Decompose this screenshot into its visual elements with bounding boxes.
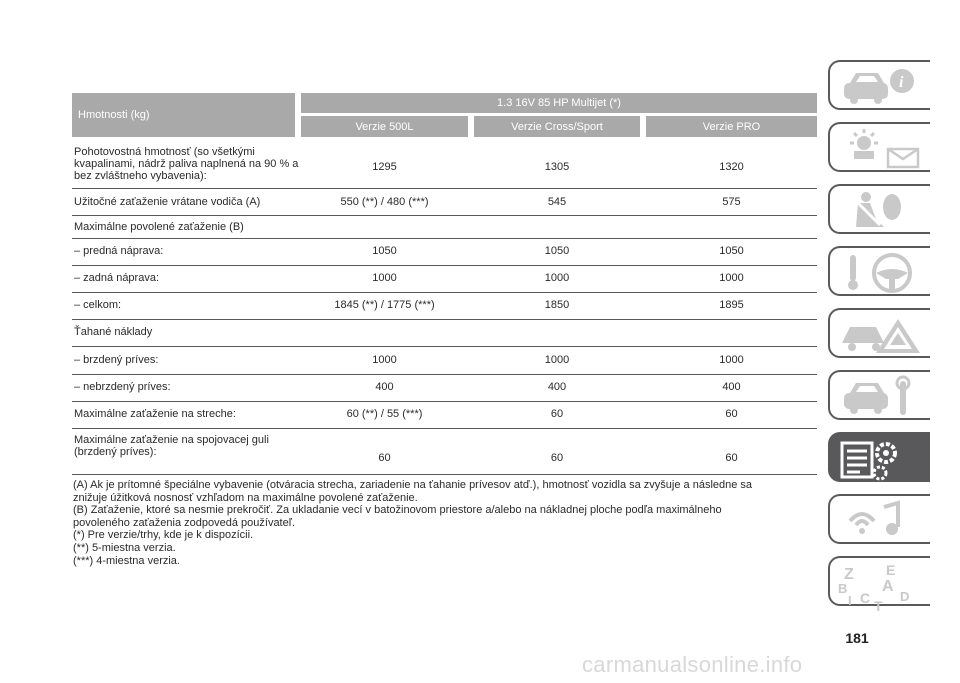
header-version-pro: Verzie PRO: [646, 116, 817, 137]
table-row: [72, 428, 817, 475]
warning-lights-icon: [836, 127, 928, 171]
watermark: carmanualsonline.info: [582, 652, 803, 677]
row-value: 550 (**) / 480 (***): [340, 196, 429, 208]
row-label: Pohotovostná hmotnosť (so všetkými kvapalinami, nádrž paliva naplnená na 90 % a bez zvláštneho vybavenia):: [74, 146, 299, 182]
chapter-tab-index[interactable]: [828, 556, 930, 613]
chapter-tab-maintenance[interactable]: [828, 370, 930, 420]
row-value: 1850: [544, 299, 570, 311]
chapter-tab-warning-lights[interactable]: [828, 122, 930, 172]
row-value: 1000: [372, 354, 397, 366]
table-row: [72, 374, 817, 402]
row-value: 60: [550, 408, 564, 420]
footnote-line: (*) Pre verzie/trhy, kde je k dispozícii.: [73, 529, 254, 542]
footnotes: [73, 479, 818, 567]
header-version-cross-sport: Verzie Cross/Sport: [474, 116, 640, 137]
row-label: Maximálne zaťaženie na streche:: [74, 408, 236, 420]
chapter-tab-car-info[interactable]: [828, 60, 930, 110]
table-row: [72, 292, 817, 320]
footnote-line: (B) Zaťaženie, ktoré sa nesmie prekročiť. Za ukladanie vecí v batožinovom priestore a/alebo na nákladnej ploche podľa maximálneho: [73, 504, 722, 517]
index-letter: B: [838, 581, 848, 596]
row-value: 1305: [544, 161, 570, 173]
index-letter: I: [848, 593, 852, 608]
car-maintenance-icon: [836, 375, 928, 419]
index-letter: C: [860, 590, 871, 606]
index-letter: E: [886, 562, 896, 578]
chapter-tab-airbag[interactable]: [828, 184, 930, 234]
row-value: 1050: [544, 245, 570, 257]
row-value: 400: [722, 381, 741, 393]
table-row: [72, 401, 817, 429]
row-value: 545: [547, 196, 567, 208]
row-label: – nebrzdený príves:: [74, 381, 171, 393]
row-value: 1000: [544, 354, 570, 366]
chapter-tab-emergency[interactable]: [828, 308, 930, 358]
airbag-safety-icon: [836, 189, 928, 233]
row-label: – predná náprava:: [74, 245, 164, 257]
row-label: Ťahané náklady: [74, 326, 153, 338]
footnote-line: znižuje úžitková nosnosť vzhľadom na maximálne povolené zaťaženie.: [73, 491, 418, 504]
header-engine: 1.3 16V 85 HP Multijet (*): [301, 93, 817, 115]
row-value: 575: [722, 196, 741, 208]
svg-text:i: i: [899, 74, 904, 91]
row-label: Maximálne povolené zaťaženie (B): [74, 221, 244, 233]
emergency-icon: [836, 313, 928, 357]
steering-wheel-icon: [836, 251, 928, 295]
row-label: – brzdený príves:: [74, 354, 159, 366]
row-value: 60: [725, 452, 738, 464]
table-row: [72, 190, 817, 216]
row-value: 60 (**) / 55 (***): [346, 408, 423, 420]
row-value: 1050: [719, 245, 744, 257]
chapter-tab-steering[interactable]: [828, 246, 930, 296]
table-row: [72, 238, 817, 266]
header-version-500l: Verzie 500L: [301, 116, 468, 137]
footnote-line: (**) 5-miestna verzia.: [73, 541, 176, 554]
row-value: 1000: [719, 272, 744, 284]
row-value: 1845 (**) / 1775 (***): [334, 299, 435, 311]
index-letter: Z: [844, 566, 854, 583]
footnote-line: (***) 4-miestna verzia.: [73, 554, 180, 567]
row-value: 1000: [719, 354, 744, 366]
row-label: Maximálne zaťaženie na spojovacej guli (brzdený príves):: [74, 434, 269, 458]
row-value: 1295: [372, 161, 397, 173]
index-icon: [836, 561, 928, 613]
row-value: 1895: [719, 299, 744, 311]
row-label: – zadná náprava:: [74, 272, 160, 284]
row-value: 60: [725, 408, 738, 420]
page-number: 181: [845, 630, 869, 646]
row-value: 400: [375, 381, 394, 393]
row-value: 1320: [719, 161, 744, 173]
row-label: Užitočné zaťaženie vrátane vodiča (A): [74, 196, 261, 208]
chapter-tab-technical-data[interactable]: [828, 432, 930, 482]
technical-data-icon: [836, 437, 928, 481]
table-row: [72, 215, 817, 239]
row-value: 1000: [372, 272, 397, 284]
index-letter: A: [882, 578, 894, 595]
row-value: 1050: [372, 245, 397, 257]
table-row: [72, 319, 817, 347]
table-row: [72, 346, 817, 375]
index-letter: T: [874, 598, 883, 613]
header-weights: Hmotnosti (kg): [72, 93, 295, 137]
multimedia-icon: [836, 499, 928, 543]
table-row: [72, 144, 817, 189]
row-value: 60: [378, 452, 391, 464]
row-label: – celkom:: [74, 299, 122, 311]
car-info-icon: [836, 65, 928, 109]
footnote-line: (A) Ak je prítomné špeciálne vybavenie (otváracia strecha, zariadenie na ťahanie prívesov atď.), hmotnosť vozidla sa zvyšuje a následne sa: [73, 479, 753, 491]
row-value: 1000: [544, 272, 570, 284]
chapter-tab-multimedia[interactable]: [828, 494, 930, 544]
row-value: 60: [550, 452, 564, 464]
table-row: [72, 265, 817, 293]
footnote-line: povoleného zaťaženia zodpovedá používateľ.: [73, 516, 295, 529]
row-value: 400: [547, 381, 567, 393]
index-letter: D: [900, 589, 910, 604]
